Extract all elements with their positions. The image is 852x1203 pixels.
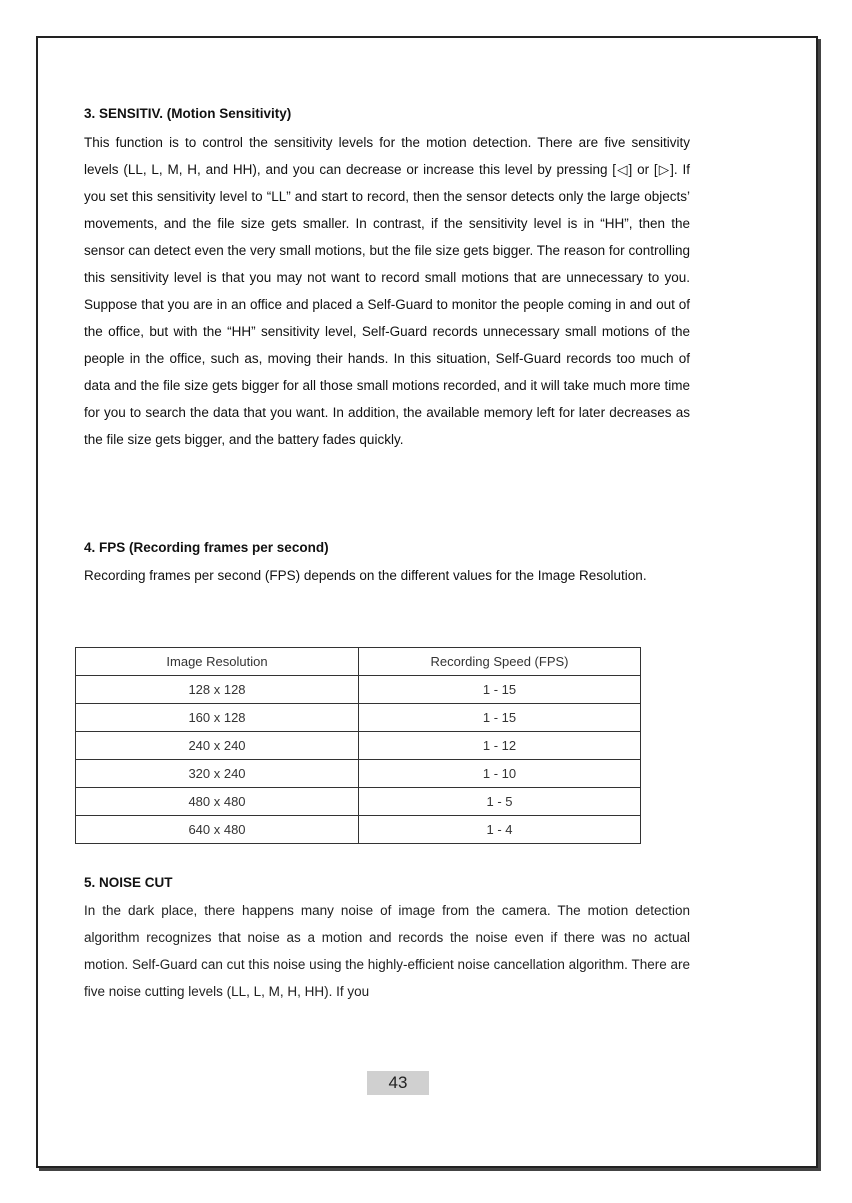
fps-table bbox=[75, 647, 641, 844]
resolution-cell: 160 x 128 bbox=[76, 704, 359, 732]
table-header-row bbox=[76, 648, 641, 676]
resolution-cell: 320 x 240 bbox=[76, 760, 359, 788]
table-row bbox=[76, 732, 641, 760]
column-header-recording-speed: Recording Speed (FPS) bbox=[359, 648, 641, 676]
fps-cell: 1 - 10 bbox=[359, 760, 641, 788]
section-4-heading: 4. FPS (Recording frames per second) bbox=[84, 540, 329, 555]
resolution-cell: 480 x 480 bbox=[76, 788, 359, 816]
section-5-paragraph: In the dark place, there happens many noise of image from the camera. The motion detection algorithm recognizes that noise as a motion and records the noise even if there was no actual motion. Self-Guard can cut this noise using the highly-efficient noise cancellation algorithm. There are five noise cutting levels (LL, L, M, H, HH). If you bbox=[84, 903, 690, 999]
fps-cell: 1 - 4 bbox=[359, 816, 641, 844]
section-5-heading: 5. NOISE CUT bbox=[84, 875, 173, 890]
section-3-heading: 3. SENSITIV. (Motion Sensitivity) bbox=[84, 106, 292, 121]
fps-cell: 1 - 12 bbox=[359, 732, 641, 760]
table-row bbox=[76, 760, 641, 788]
resolution-cell: 240 x 240 bbox=[76, 732, 359, 760]
table-row bbox=[76, 676, 641, 704]
section-3-paragraph: This function is to control the sensitivity levels for the motion detection. There are five sensitivity levels (LL, L, M, H, and HH), and you can decrease or increase this level by pressing [◁] or [▷]. If you set this sensitivity level to “LL” and start to record, then the sensor detects only the large objects’ movements, and the file size gets smaller. In contrast, if the sensitivity level is in “HH”, then the sensor can detect even the very small motions, but the file size gets bigger. The reason for controlling this sensitivity level is that you may not want to record small motions that are unnecessary to you. Suppose that you are in an office and placed a Self-Guard to monitor the people coming in and out of the office, but with the “HH” sensitivity level, Self-Guard records unnecessary small motions of the people in the office, such as, moving their hands. In this situation, Self-Guard records too much of data and the file size gets bigger for all those small motions recorded, and it will take much more time for you to search the data that you want. In addition, the available memory left for later decreases as the file size gets bigger, and the battery fades quickly. bbox=[84, 135, 690, 447]
fps-cell: 1 - 5 bbox=[359, 788, 641, 816]
resolution-cell: 128 x 128 bbox=[76, 676, 359, 704]
section-4-paragraph: Recording frames per second (FPS) depends on the different values for the Image Resolution. bbox=[84, 568, 647, 583]
page-number: 43 bbox=[367, 1071, 429, 1095]
resolution-cell: 640 x 480 bbox=[76, 816, 359, 844]
table-row bbox=[76, 816, 641, 844]
fps-cell: 1 - 15 bbox=[359, 704, 641, 732]
table-row bbox=[76, 704, 641, 732]
table-row bbox=[76, 788, 641, 816]
fps-cell: 1 - 15 bbox=[359, 676, 641, 704]
column-header-image-resolution: Image Resolution bbox=[76, 648, 359, 676]
